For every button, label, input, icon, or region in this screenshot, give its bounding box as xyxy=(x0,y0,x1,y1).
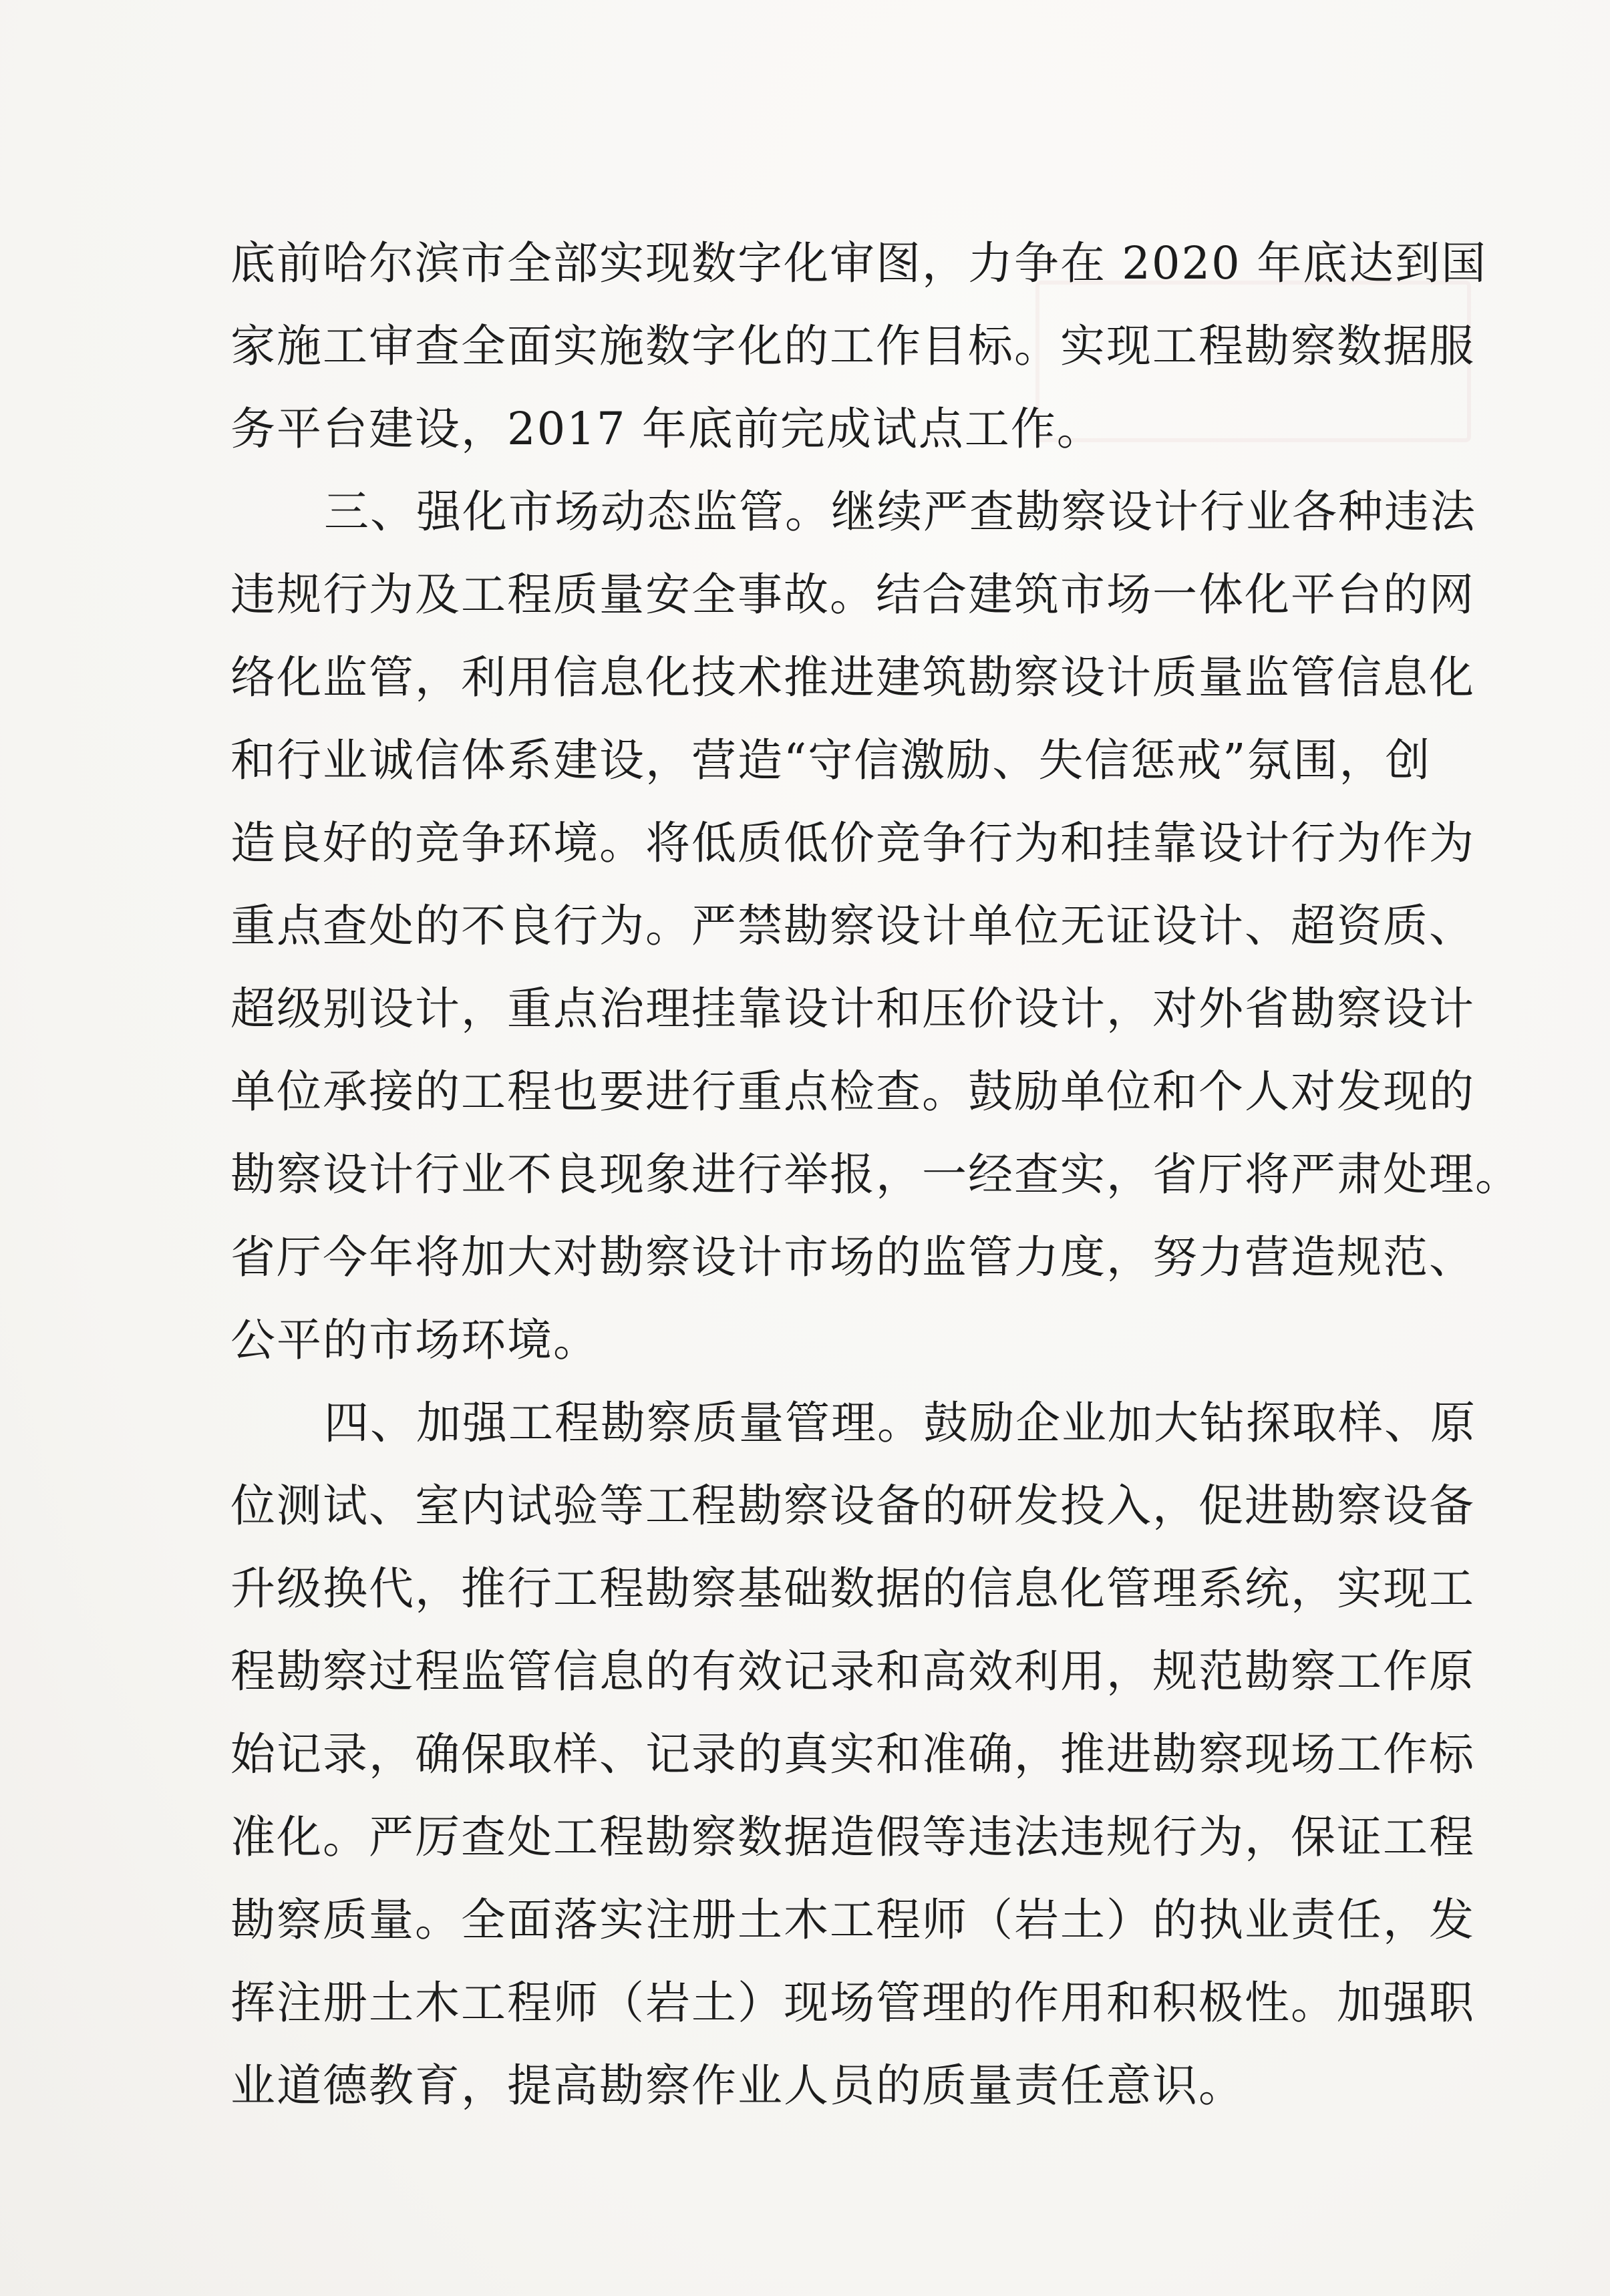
text-line: 公平的市场环境。 xyxy=(230,1314,599,1366)
text-line: 位测试、室内试验等工程勘察设备的研发投入，促进勘察设备 xyxy=(230,1480,1475,1532)
paragraph-section-4 xyxy=(230,1381,1476,2127)
text-line: 单位承接的工程也要进行重点检查。鼓励单位和个人对发现的 xyxy=(230,1065,1475,1118)
text-line: 准化。严厉查处工程勘察数据造假等违法违规行为，保证工程 xyxy=(230,1811,1475,1863)
text-line: 程勘察过程监管信息的有效记录和高效利用，规范勘察工作原 xyxy=(230,1645,1475,1697)
text-line: 三、强化市场动态监管。继续严查勘察设计行业各种违法 xyxy=(324,486,1476,538)
paragraph-continued xyxy=(230,222,1488,470)
text-line: 底前哈尔滨市全部实现数字化审图，力争在 2020 年底达到国 xyxy=(230,237,1488,289)
text-line: 造良好的竞争环境。将低质低价竞争行为和挂靠设计行为作为 xyxy=(230,817,1475,869)
paragraph-section-3 xyxy=(230,470,1521,1381)
text-line: 始记录，确保取样、记录的真实和准确，推进勘察现场工作标 xyxy=(230,1728,1475,1780)
text-line: 勘察质量。全面落实注册土木工程师（岩土）的执业责任，发 xyxy=(230,1894,1475,1946)
text-line: 业道德教育，提高勘察作业人员的质量责任意识。 xyxy=(230,2060,1245,2112)
text-line: 和行业诚信体系建设，营造“守信激励、失信惩戒”氛围，创 xyxy=(230,734,1432,786)
text-line: 务平台建设，2017 年底前完成试点工作。 xyxy=(230,403,1103,455)
text-line: 家施工审查全面实施数字化的工作目标。实现工程勘察数据服 xyxy=(230,320,1475,372)
text-line: 超级别设计，重点治理挂靠设计和压价设计，对外省勘察设计 xyxy=(230,983,1475,1035)
text-line: 省厅今年将加大对勘察设计市场的监管力度，努力营造规范、 xyxy=(230,1231,1475,1283)
text-line: 络化监管，利用信息化技术推进建筑勘察设计质量监管信息化 xyxy=(230,651,1475,703)
text-line: 升级换代，推行工程勘察基础数据的信息化管理系统，实现工 xyxy=(230,1563,1475,1615)
text-line: 四、加强工程勘察质量管理。鼓励企业加大钻探取样、原 xyxy=(324,1397,1476,1449)
text-line: 勘察设计行业不良现象进行举报，一经查实，省厅将严肃处理。 xyxy=(230,1148,1521,1200)
text-line: 重点查处的不良行为。严禁勘察设计单位无证设计、超资质、 xyxy=(230,900,1475,952)
document-body xyxy=(230,222,1521,2127)
text-line: 挥注册土木工程师（岩土）现场管理的作用和积极性。加强职 xyxy=(230,1977,1475,2029)
text-line: 违规行为及工程质量安全事故。结合建筑市场一体化平台的网 xyxy=(230,568,1475,621)
